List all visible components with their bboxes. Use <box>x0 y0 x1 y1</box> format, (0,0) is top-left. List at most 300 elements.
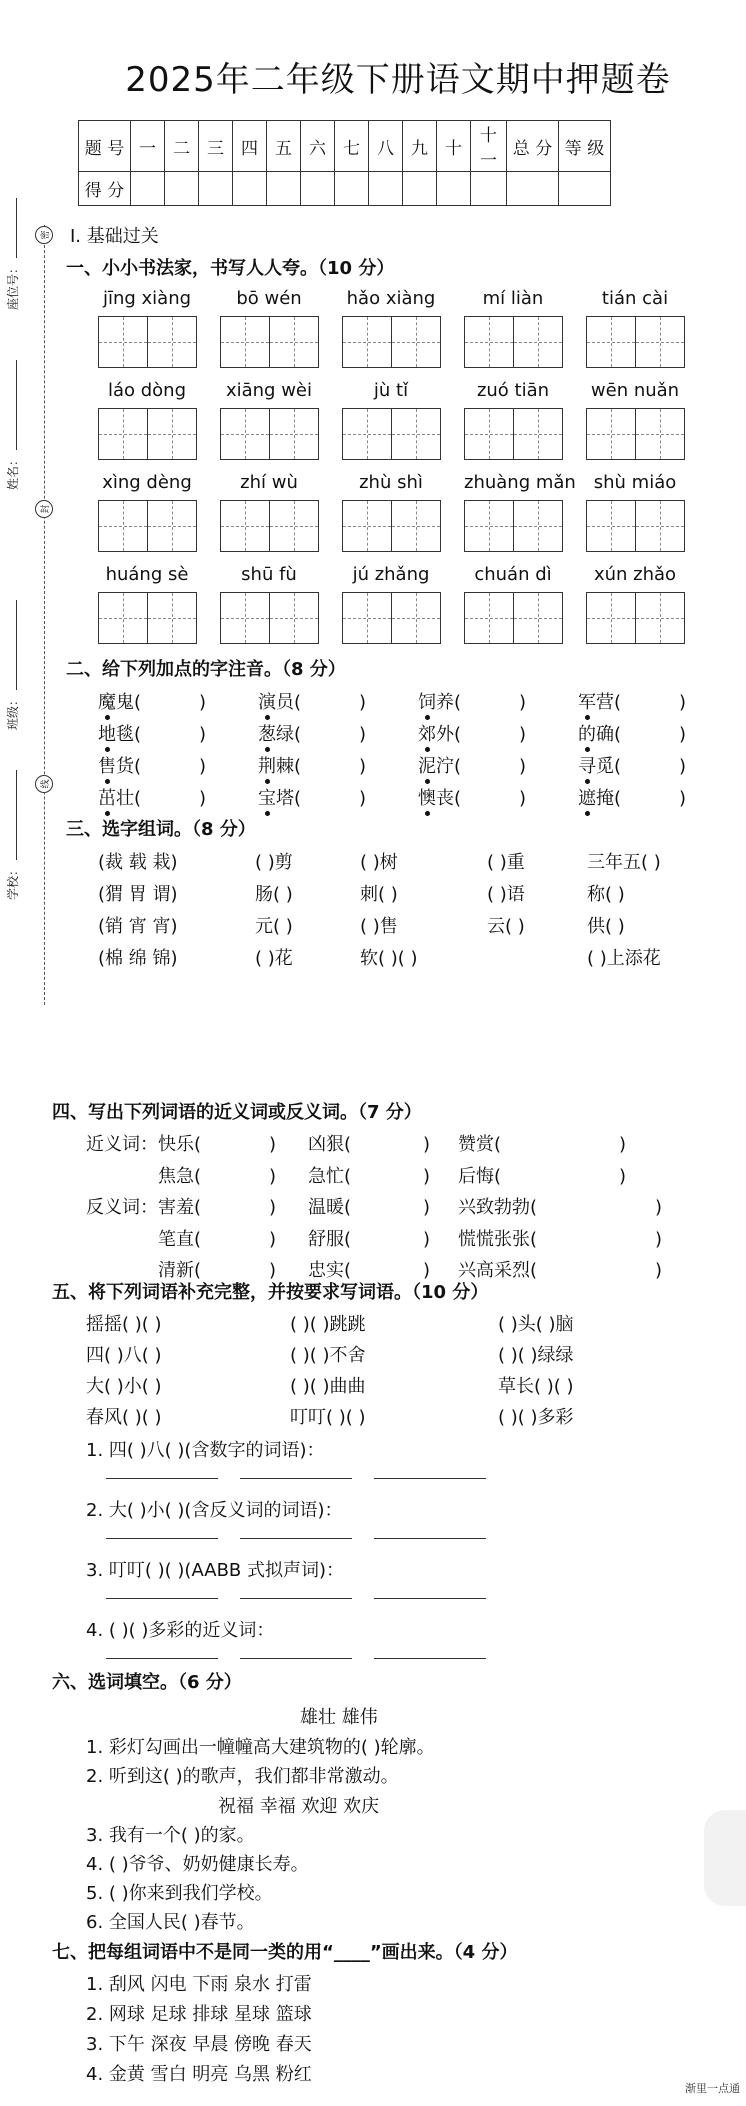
tian-grid-pair <box>98 316 196 368</box>
tian-grid-box[interactable] <box>586 408 636 460</box>
tian-grid-box[interactable] <box>269 592 319 644</box>
tian-grid-pair <box>342 500 440 552</box>
pinyin-group <box>342 380 440 460</box>
score-blank-cell[interactable] <box>131 172 165 206</box>
score-blank-cell[interactable] <box>437 172 471 206</box>
word-with-dot: 葱绿( <box>258 724 301 745</box>
tian-grid-box[interactable] <box>147 408 197 460</box>
write-task: 4. ( )( )多彩的近义词： <box>86 1620 275 1641</box>
tian-grid-box[interactable] <box>269 316 319 368</box>
phonetic-item[interactable] <box>98 688 206 714</box>
close-paren: ) <box>199 692 207 713</box>
tian-grid-box[interactable] <box>98 316 148 368</box>
pinyin-group <box>464 288 562 368</box>
tian-grid-box[interactable] <box>464 592 514 644</box>
q6-sentence-4: 4. ( )爷爷、奶奶健康长寿。 <box>86 1854 309 1875</box>
tian-grid-pair <box>220 408 318 460</box>
word-with-dot: 茁壮( <box>98 788 141 809</box>
word: 兴高采烈( <box>458 1260 538 1281</box>
pinyin-group <box>220 472 318 552</box>
close-paren: ) <box>199 724 207 745</box>
answer-line[interactable] <box>240 1478 352 1479</box>
phonetic-item[interactable] <box>258 752 366 778</box>
q6-title: 六、选词填空。（6 分） <box>52 1672 242 1693</box>
word-blank[interactable]: 肠( ) <box>255 884 293 905</box>
seat-number-label: 座位号： <box>4 198 21 310</box>
phonetic-item[interactable] <box>98 784 206 810</box>
dotted-char: 军 <box>578 688 596 714</box>
word-with-dot: 军营( <box>578 692 621 713</box>
score-table <box>78 120 611 206</box>
tian-grid-box[interactable] <box>586 592 636 644</box>
score-value-row <box>79 172 611 206</box>
char-choice-group: (猬 胃 谓) <box>98 884 178 905</box>
word-blank[interactable]: ( )花 <box>255 948 293 969</box>
tian-grid-box[interactable] <box>513 592 563 644</box>
close-paren: ) <box>519 756 527 777</box>
char-choice-group: (裁 载 栽) <box>98 852 178 873</box>
pinyin-label: chuán dì <box>474 564 552 585</box>
answer-line[interactable] <box>374 1598 486 1599</box>
tian-grid-box[interactable] <box>220 592 270 644</box>
pinyin-label: wēn nuǎn <box>590 380 680 401</box>
word: 快乐( <box>158 1134 202 1155</box>
q7-title: 七、把每组词语中不是同一类的用“____”画出来。（4 分） <box>52 1942 518 1963</box>
tian-grid-box[interactable] <box>342 316 392 368</box>
tian-grid-box[interactable] <box>635 316 685 368</box>
seal-circle-mid: 封 <box>35 500 53 518</box>
word-with-dot: 宝塔( <box>258 788 301 809</box>
pinyin-label: huáng sè <box>105 564 189 585</box>
dotted-char: 懊 <box>418 784 436 810</box>
tian-grid-pair <box>464 316 562 368</box>
word-with-dot: 泥泞( <box>418 756 461 777</box>
q6-sentence-1: 1. 彩灯勾画出一幢幢高大建筑物的( )轮廓。 <box>86 1737 435 1758</box>
phonetic-item[interactable] <box>418 784 526 810</box>
tian-grid-pair <box>464 592 562 644</box>
word: 急忙( <box>308 1165 352 1187</box>
close-paren: ) <box>679 788 687 809</box>
answer-line[interactable] <box>106 1598 218 1599</box>
tian-grid-pair <box>220 592 318 644</box>
phonetic-item[interactable] <box>258 688 366 714</box>
word-with-dot: 演员( <box>258 692 301 713</box>
word: 舒服( <box>308 1228 352 1250</box>
tian-grid-pair <box>98 592 196 644</box>
tian-grid-pair <box>220 500 318 552</box>
q6-sentence-5: 5. ( )你来到我们学校。 <box>86 1883 273 1904</box>
answer-line[interactable] <box>240 1598 352 1599</box>
word-blank[interactable]: 元( ) <box>255 916 293 937</box>
close-paren: ) <box>519 692 527 713</box>
phonetic-item[interactable] <box>98 752 206 778</box>
tian-grid-box[interactable] <box>391 316 441 368</box>
tian-grid-box[interactable] <box>635 500 685 552</box>
close-paren: ) <box>199 756 207 777</box>
dotted-char: 葱 <box>258 720 276 746</box>
pinyin-label: láo dòng <box>107 380 187 401</box>
tian-grid-box[interactable] <box>635 592 685 644</box>
score-header-cell: 八 <box>369 121 403 172</box>
tian-grid-box[interactable] <box>269 500 319 552</box>
write-task: 1. 四( )八( )(含数字的词语)： <box>86 1440 325 1461</box>
close-paren: ) <box>655 1260 663 1281</box>
school-label: 学校： <box>4 770 21 900</box>
idiom-blank[interactable]: 大( )小( ) <box>86 1376 162 1397</box>
pinyin-group <box>464 380 562 460</box>
tian-grid-pair <box>342 316 440 368</box>
score-header-cell: 题 号 <box>79 121 131 172</box>
idiom-blank[interactable]: ( )( )跳跳 <box>290 1314 366 1335</box>
phonetic-item[interactable] <box>258 720 366 746</box>
class-label: 班级： <box>4 600 21 730</box>
dotted-char: 宝 <box>258 784 276 810</box>
q7-row: 3. 下午 深夜 早晨 傍晚 春天 <box>86 2034 312 2055</box>
word: 害羞( <box>158 1197 202 1218</box>
answer-line[interactable] <box>374 1478 486 1479</box>
q7-row: 2. 网球 足球 排球 星球 篮球 <box>86 2004 312 2025</box>
phonetic-item[interactable] <box>418 752 526 778</box>
tian-grid-pair <box>342 592 440 644</box>
tian-grid-pair <box>586 316 684 368</box>
word-blank[interactable]: ( )剪 <box>255 852 293 873</box>
word-blank[interactable]: 云( ) <box>487 916 525 937</box>
phonetic-item[interactable] <box>258 784 366 810</box>
word-pair-item[interactable] <box>458 1193 662 1219</box>
q4-synonym-label: 近义词： <box>86 1134 158 1155</box>
pinyin-label: shū fù <box>241 564 297 585</box>
dotted-char: 魔 <box>98 688 116 714</box>
pinyin-label: zhuàng mǎn <box>464 472 576 493</box>
tian-grid-box[interactable] <box>635 408 685 460</box>
word-pair-item[interactable] <box>158 1193 276 1219</box>
pinyin-group <box>586 380 684 460</box>
word-pair-item[interactable] <box>308 1162 430 1188</box>
close-paren: ) <box>679 692 687 713</box>
word-with-dot: 饲养( <box>418 692 461 713</box>
tian-grid-pair <box>464 408 562 460</box>
score-header-cell: 一 <box>131 121 165 172</box>
close-paren: ) <box>423 1134 431 1155</box>
score-blank-cell[interactable] <box>403 172 437 206</box>
score-header-cell: 三 <box>199 121 233 172</box>
answer-line[interactable] <box>106 1538 218 1539</box>
score-header-cell: 等 级 <box>559 121 611 172</box>
close-paren: ) <box>199 788 207 809</box>
tian-grid-box[interactable] <box>513 500 563 552</box>
watermark-text: 渐里一点通 <box>685 2082 740 2095</box>
pinyin-label: mí liàn <box>482 288 544 309</box>
pinyin-group <box>98 288 196 368</box>
pinyin-label: zuó tiān <box>476 380 550 401</box>
answer-line[interactable] <box>106 1658 218 1659</box>
word-blank[interactable]: ( )售 <box>360 916 398 937</box>
score-header-row <box>79 121 611 172</box>
close-paren: ) <box>269 1228 277 1250</box>
tian-grid-pair <box>98 500 196 552</box>
word-pair-item[interactable] <box>158 1162 276 1188</box>
close-paren: ) <box>423 1260 431 1281</box>
tian-grid-pair <box>586 592 684 644</box>
word-with-dot: 寻觅( <box>578 756 621 777</box>
score-blank-cell[interactable] <box>335 172 369 206</box>
word-with-dot: 地毯( <box>98 724 141 745</box>
score-blank-cell[interactable] <box>233 172 267 206</box>
word-pair-item[interactable] <box>158 1130 276 1156</box>
pinyin-group <box>464 472 576 552</box>
answer-line[interactable] <box>240 1658 352 1659</box>
word-blank[interactable]: 三年五( ) <box>587 852 661 873</box>
pinyin-label: xún zhǎo <box>593 564 677 585</box>
tian-grid-box[interactable] <box>147 500 197 552</box>
tian-grid-box[interactable] <box>147 592 197 644</box>
tian-grid-box[interactable] <box>464 408 514 460</box>
pinyin-label: bō wén <box>236 288 302 309</box>
q7-row: 1. 刮风 闪电 下雨 泉水 打雷 <box>86 1974 312 1995</box>
word: 焦急( <box>158 1165 202 1187</box>
close-paren: ) <box>619 1165 627 1187</box>
pinyin-group <box>342 288 440 368</box>
q6-sentence-3: 3. 我有一个( )的家。 <box>86 1825 255 1846</box>
pinyin-label: zhí wù <box>240 472 298 493</box>
pinyin-group <box>220 380 318 460</box>
pinyin-label: jú zhǎng <box>352 564 430 585</box>
score-header-cell: 二 <box>165 121 199 172</box>
q1-title: 一、小小书法家，书写人人夸。（10 分） <box>66 258 395 279</box>
close-paren: ) <box>269 1260 277 1281</box>
close-paren: ) <box>519 788 527 809</box>
dotted-char: 演 <box>258 688 276 714</box>
pinyin-label: shù miáo <box>593 472 677 493</box>
tian-grid-box[interactable] <box>586 500 636 552</box>
q4-antonym-label: 反义词： <box>86 1197 158 1218</box>
pinyin-label: zhù shì <box>359 472 423 493</box>
tian-grid-box[interactable] <box>98 408 148 460</box>
tian-grid-pair <box>98 408 196 460</box>
phonetic-item[interactable] <box>578 688 686 714</box>
tian-grid-box[interactable] <box>391 500 441 552</box>
tian-grid-box[interactable] <box>586 316 636 368</box>
close-paren: ) <box>423 1165 431 1187</box>
tian-grid-box[interactable] <box>342 592 392 644</box>
word-with-dot: 遮掩( <box>578 788 621 809</box>
word-blank[interactable]: 软( )( ) <box>360 948 418 969</box>
phonetic-item[interactable] <box>418 720 526 746</box>
idiom-blank[interactable]: ( )( )不舍 <box>290 1345 366 1366</box>
score-blank-cell[interactable] <box>199 172 233 206</box>
word-with-dot: 的确( <box>578 724 621 745</box>
score-header-cell: 七 <box>335 121 369 172</box>
floating-menu-icon[interactable] <box>704 1810 746 1906</box>
pinyin-group <box>586 288 684 368</box>
pinyin-label: xiāng wèi <box>225 380 313 401</box>
pinyin-group <box>586 472 684 552</box>
tian-grid-pair <box>220 316 318 368</box>
q6-sentence-2: 2. 听到这( )的歌声，我们都非常激动。 <box>86 1766 399 1787</box>
close-paren: ) <box>269 1197 277 1218</box>
word-with-dot: 魔鬼( <box>98 692 141 713</box>
score-blank-cell[interactable] <box>559 172 611 206</box>
tian-grid-box[interactable] <box>342 500 392 552</box>
word-with-dot: 懊丧( <box>418 788 461 809</box>
dotted-char: 寻 <box>578 752 596 778</box>
word-blank[interactable]: ( )树 <box>360 852 398 873</box>
word-with-dot: 郊外( <box>418 724 461 745</box>
binding-dashed-line <box>44 225 45 1005</box>
close-paren: ) <box>423 1228 431 1250</box>
q3-title: 三、选字组词。（8 分） <box>66 819 256 840</box>
idiom-blank[interactable]: 叮叮( )( ) <box>290 1407 366 1428</box>
phonetic-item[interactable] <box>98 720 206 746</box>
pinyin-group <box>220 564 318 644</box>
pinyin-label: hǎo xiàng <box>346 288 436 309</box>
tian-grid-box[interactable] <box>342 408 392 460</box>
phonetic-item[interactable] <box>578 784 686 810</box>
answer-line[interactable] <box>240 1538 352 1539</box>
pinyin-label: jù tǐ <box>373 380 409 401</box>
phonetic-item[interactable] <box>578 752 686 778</box>
score-blank-cell[interactable] <box>369 172 403 206</box>
word-pair-item[interactable] <box>458 1162 626 1188</box>
idiom-blank[interactable]: ( )( )绿绿 <box>498 1345 574 1366</box>
seal-circle-top: 密 <box>35 226 53 244</box>
tian-grid-box[interactable] <box>391 592 441 644</box>
score-header-cell: 四 <box>233 121 267 172</box>
tian-grid-box[interactable] <box>513 408 563 460</box>
tian-grid-box[interactable] <box>269 408 319 460</box>
tian-grid-box[interactable] <box>513 316 563 368</box>
tian-grid-box[interactable] <box>98 500 148 552</box>
tian-grid-box[interactable] <box>220 500 270 552</box>
word-with-dot: 荆棘( <box>258 756 301 777</box>
word-pair-item[interactable] <box>308 1130 430 1156</box>
student-name-label: 姓名： <box>4 360 21 490</box>
word: 后悔( <box>458 1165 502 1187</box>
score-blank-cell[interactable] <box>165 172 199 206</box>
score-blank-cell[interactable] <box>301 172 335 206</box>
write-task: 3. 叮叮( )( )(AABB 式拟声词)： <box>86 1560 345 1581</box>
q4-title: 四、写出下列词语的近义词或反义词。（7 分） <box>52 1102 422 1123</box>
close-paren: ) <box>269 1134 277 1155</box>
dotted-char: 饲 <box>418 688 436 714</box>
pinyin-group <box>98 564 196 644</box>
score-blank-cell[interactable] <box>267 172 301 206</box>
idiom-blank[interactable]: 草长( )( ) <box>498 1376 574 1397</box>
close-paren: ) <box>655 1197 663 1218</box>
idiom-blank[interactable]: ( )( )多彩 <box>498 1407 574 1428</box>
dotted-char: 茁 <box>98 784 116 810</box>
pinyin-label: xìng dèng <box>102 472 192 493</box>
q2-title: 二、给下列加点的字注音。（8 分） <box>66 659 346 680</box>
tian-grid-pair <box>586 500 684 552</box>
idiom-blank[interactable]: 摇摇( )( ) <box>86 1314 162 1335</box>
answer-line[interactable] <box>374 1538 486 1539</box>
tian-grid-box[interactable] <box>147 316 197 368</box>
dotted-char: 郊 <box>418 720 436 746</box>
word: 赞赏( <box>458 1134 502 1155</box>
word-pair-item[interactable] <box>158 1225 276 1251</box>
dotted-char: 的 <box>578 720 596 746</box>
word-with-dot: 售货( <box>98 756 141 777</box>
score-header-cell: 五 <box>267 121 301 172</box>
phonetic-item[interactable] <box>578 720 686 746</box>
word-blank[interactable]: ( )上添花 <box>587 948 661 969</box>
close-paren: ) <box>679 756 687 777</box>
q7-row: 4. 金黄 雪白 明亮 乌黑 粉红 <box>86 2064 312 2085</box>
tian-grid-box[interactable] <box>464 316 514 368</box>
idiom-blank[interactable]: 四( )八( ) <box>86 1345 162 1366</box>
q6-sentence-6: 6. 全国人民( )春节。 <box>86 1912 255 1933</box>
phonetic-item[interactable] <box>418 688 526 714</box>
tian-grid-box[interactable] <box>391 408 441 460</box>
close-paren: ) <box>519 724 527 745</box>
pinyin-label: tián cài <box>601 288 669 309</box>
score-blank-cell[interactable] <box>507 172 559 206</box>
answer-line[interactable] <box>374 1658 486 1659</box>
tian-grid-box[interactable] <box>464 500 514 552</box>
score-blank-cell[interactable] <box>471 172 507 206</box>
word-blank[interactable]: 供( ) <box>587 916 625 937</box>
q6-word-bank-2: 祝福 幸福 欢迎 欢庆 <box>218 1796 380 1817</box>
tian-grid-pair <box>464 500 562 552</box>
close-paren: ) <box>423 1197 431 1218</box>
tian-grid-box[interactable] <box>98 592 148 644</box>
close-paren: ) <box>359 724 367 745</box>
word-pair-item[interactable] <box>458 1256 662 1282</box>
dotted-char: 荆 <box>258 752 276 778</box>
word-pair-item[interactable] <box>458 1225 662 1251</box>
answer-line[interactable] <box>106 1478 218 1479</box>
score-row-label: 得 分 <box>79 172 131 206</box>
idiom-blank[interactable]: ( )头( )脑 <box>498 1314 574 1335</box>
tian-grid-pair <box>586 408 684 460</box>
tian-grid-box[interactable] <box>220 316 270 368</box>
char-choice-group: (销 宵 宵) <box>98 916 178 937</box>
seal-circle-bot: 线 <box>35 775 53 793</box>
close-paren: ) <box>359 788 367 809</box>
pinyin-label: jīng xiàng <box>102 288 192 309</box>
dotted-char: 售 <box>98 752 116 778</box>
idiom-blank[interactable]: ( )( )曲曲 <box>290 1376 366 1397</box>
word-pair-item[interactable] <box>458 1130 626 1156</box>
word-pair-item[interactable] <box>308 1225 430 1251</box>
score-header-cell: 九 <box>403 121 437 172</box>
close-paren: ) <box>359 692 367 713</box>
pinyin-group <box>98 472 196 552</box>
word: 温暖( <box>308 1197 352 1218</box>
word-blank[interactable]: ( )语 <box>487 884 525 905</box>
score-header-cell: 十一 <box>471 121 507 172</box>
dotted-char: 泥 <box>418 752 436 778</box>
word: 凶狠( <box>308 1134 352 1155</box>
word-blank[interactable]: 称( ) <box>587 884 625 905</box>
pinyin-group <box>342 472 440 552</box>
word-blank[interactable]: ( )重 <box>487 852 525 873</box>
char-choice-group: (棉 绵 锦) <box>98 948 178 969</box>
word: 清新( <box>158 1260 202 1281</box>
word: 忠实( <box>308 1260 352 1281</box>
exam-title: 2025年二年级下册语文期中押题卷 <box>125 60 671 100</box>
q5-title: 五、将下列词语补充完整，并按要求写词语。（10 分） <box>52 1282 489 1303</box>
idiom-blank[interactable]: 春风( )( ) <box>86 1407 162 1428</box>
part-heading: Ⅰ. 基础过关 <box>70 226 159 247</box>
pinyin-group <box>98 380 196 460</box>
pinyin-group <box>220 288 318 368</box>
word-pair-item[interactable] <box>308 1193 430 1219</box>
word-blank[interactable]: 刺( ) <box>360 884 398 905</box>
tian-grid-box[interactable] <box>220 408 270 460</box>
close-paren: ) <box>619 1134 627 1155</box>
